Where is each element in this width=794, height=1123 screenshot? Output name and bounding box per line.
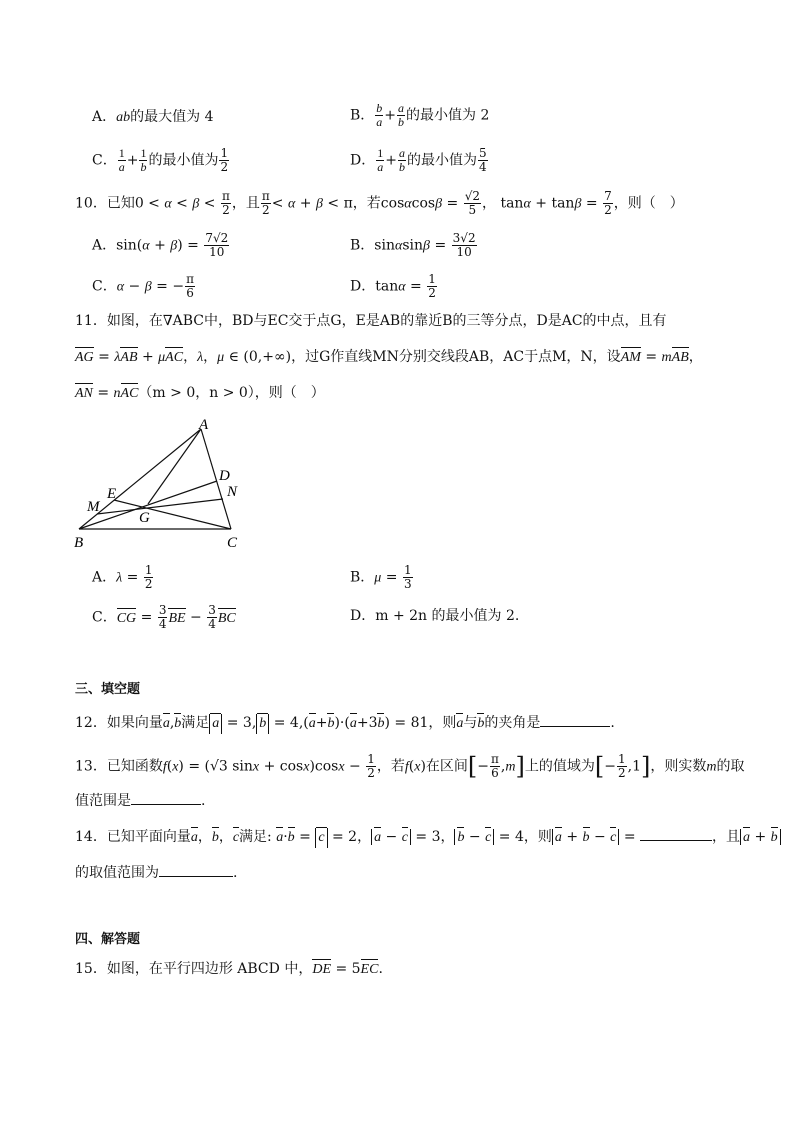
q9-option-d: D． $\frac{1}{a}$ + $\frac{a}{b}$ 的最小值为 $\frac{5}{4}$ <box>350 146 487 174</box>
q12-stem: 12．如果向量a,b满足 a = 3, b = 4,(a+b)·(a+3b) = 81，则a与b的夹角是 . <box>75 712 615 734</box>
label-g: G <box>139 510 150 526</box>
q10-option-a: A．sin(α + β) = $\frac{7√2}{10}$ <box>92 231 229 259</box>
q14-line2: 的取值范围为 . <box>75 862 237 883</box>
q10-option-c: C．α − β = − $\frac{\pi}{6}$ <box>92 272 194 300</box>
label-e: E <box>107 486 117 502</box>
q9-option-a: A．ab的最大值为 4 <box>92 109 214 125</box>
q13-line2: 值范围是 . <box>75 790 205 811</box>
q11-stem-line3: AN = nAC（m > 0，n > 0），则（ ） <box>75 383 325 404</box>
q13-stem: 13．已知函数f(x) = (√3 sinx + cosx)cosx − $\frac{1}{2}$ ，若f(x)在区间[− $\frac{\pi}{6}$ ,m]上的值域为[− $\frac{1}{2}$ ,1]，则实数m的取 <box>75 752 745 781</box>
q14-stem: 14．已知平面向量a，b，c满足: a·b = c = 2， a − c = 3， b − c = 4，则 a + b − c = ，且 a + b <box>75 826 781 848</box>
q15-stem: 15．如图，在平行四边形 ABCD 中，DE = 5EC. <box>75 959 383 980</box>
label-m: M <box>87 499 100 515</box>
q11-stem-line2: AG = λAB + μAC，λ，μ ∈ (0,+∞)，过G作直线MN分别交线段AB，AC于点M，N，设AM = mAB， <box>75 347 703 368</box>
section-solutions: 四、解答题 <box>75 932 141 947</box>
section-fill-in: 三、填空题 <box>75 682 141 697</box>
label-c: C <box>227 535 238 549</box>
q9-option-c: C． $\frac{1}{a}$ + $\frac{1}{b}$ 的最小值为 $\frac{1}{2}$ <box>92 146 229 174</box>
label-b: B <box>74 535 84 549</box>
q11-option-a: A．λ = $\frac{1}{2}$ <box>92 563 153 591</box>
q10-stem: 10．已知0 < α < β < $\frac{\pi}{2}$ ，且 $\frac{\pi}{2}$ < α + β < π，若cosαcosβ = $\frac{√2}{5}$ ， tanα + tanβ = $\frac{7}{2}$ ，则（ ） <box>75 189 684 217</box>
label-a: A <box>199 417 209 433</box>
q11-option-d: D．m + 2n 的最小值为 2. <box>350 608 520 624</box>
triangle-figure <box>70 414 250 549</box>
label-n: N <box>227 484 238 500</box>
q11-option-c: C．CG = $\frac{3}{4}$ BE − $\frac{3}{4}$ BC <box>92 603 236 631</box>
q11-option-b: B．μ = $\frac{1}{3}$ <box>350 563 412 591</box>
segment-ec <box>114 500 231 529</box>
q9-option-b: B． $\frac{b}{a}$ + $\frac{a}{b}$ 的最小值为 2 <box>350 101 490 129</box>
q10-option-d: D．tanα = $\frac{1}{2}$ <box>350 272 436 300</box>
label-d: D <box>219 468 230 484</box>
q11-stem-line1: 11．如图，在∇ABC中，BD与EC交于点G，E是AB的靠近B的三等分点，D是AC的中点，且有 <box>75 313 667 329</box>
q10-option-b: B．sinαsinβ = $\frac{3√2}{10}$ <box>350 231 476 259</box>
